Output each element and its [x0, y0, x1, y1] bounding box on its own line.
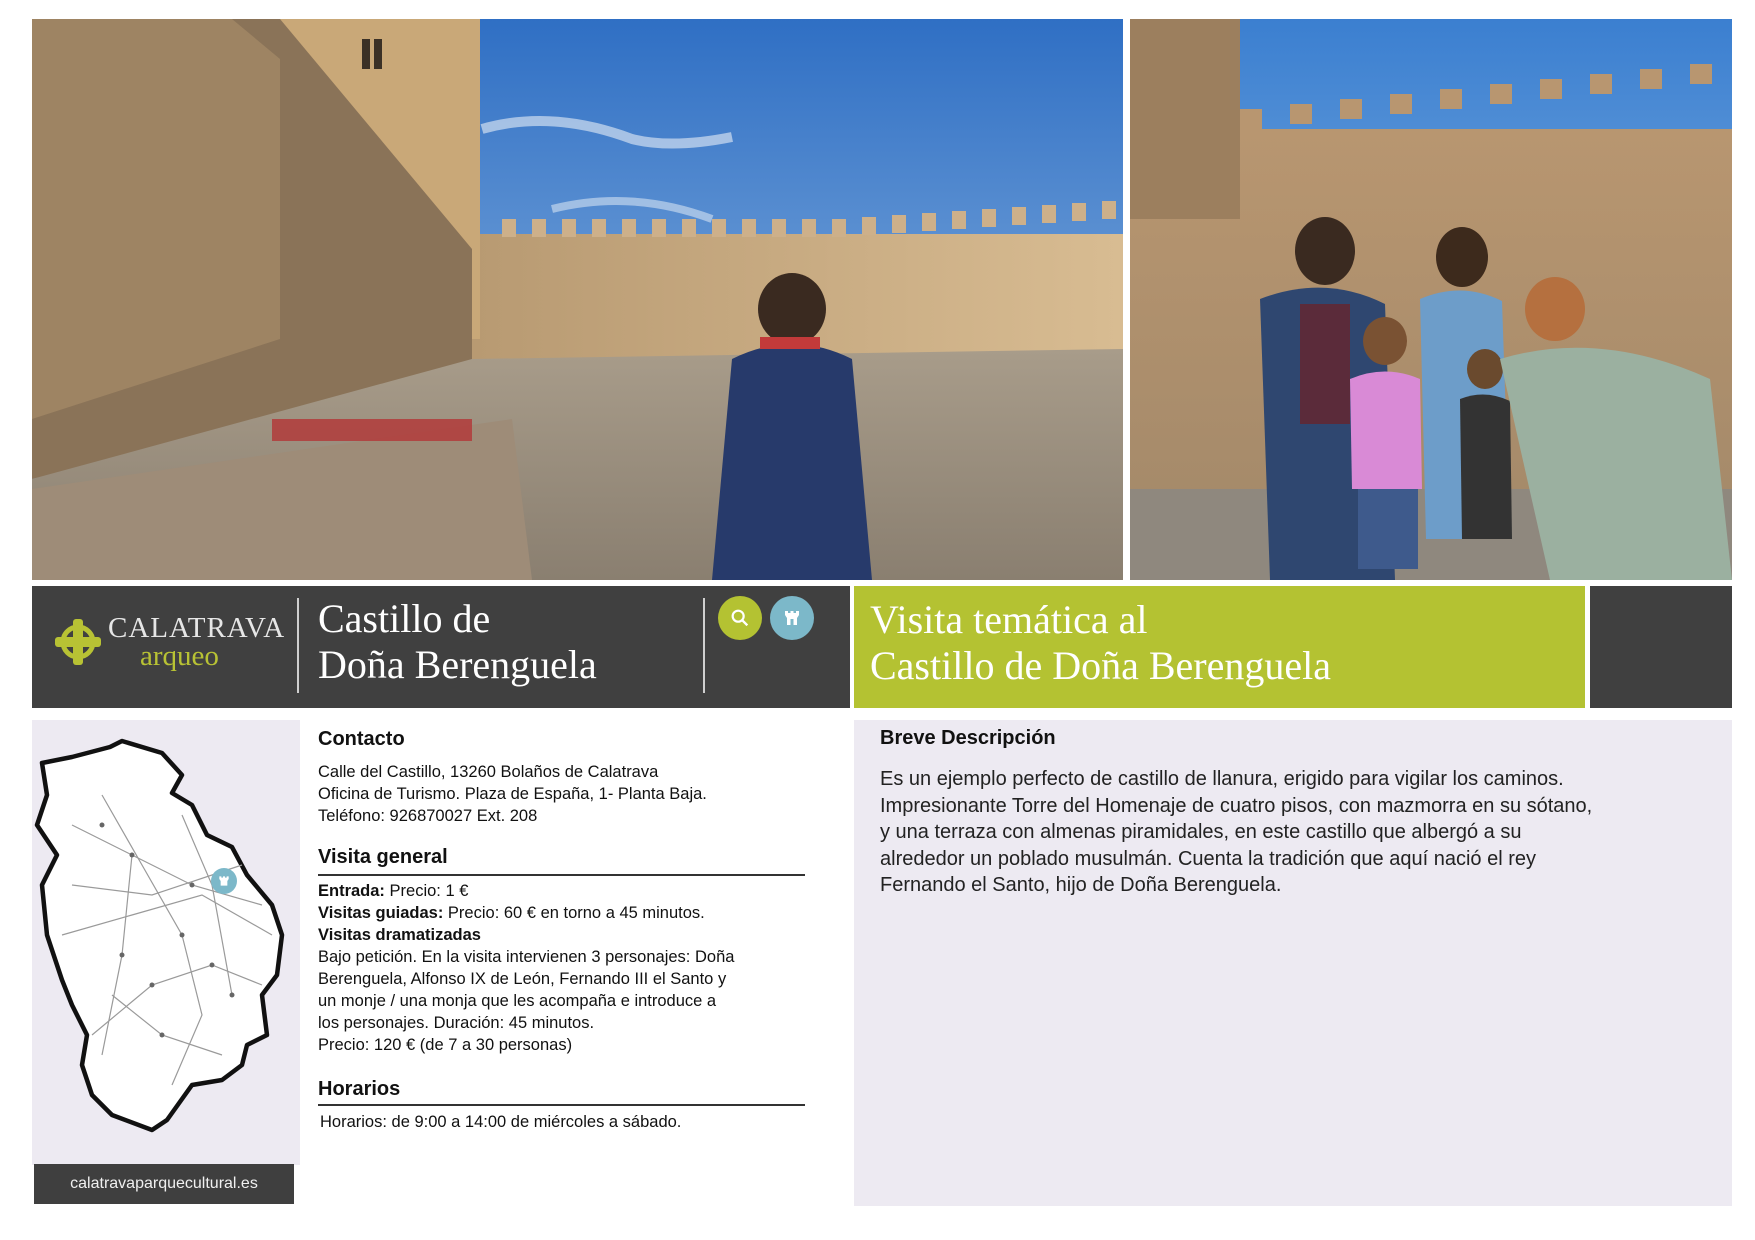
site-title-line2: Doña Berenguela: [318, 642, 597, 687]
visita-general-block: [318, 880, 808, 1056]
visit-title: [870, 597, 1331, 689]
logo-line1: CALATRAVA: [108, 612, 286, 644]
visita-general-title: Visita general: [318, 846, 448, 868]
horarios-title: Horarios: [318, 1078, 401, 1100]
contacto-office: Oficina de Turismo. Plaza de España, 1- Planta Baja.: [318, 785, 707, 803]
horarios-rule: [318, 1104, 805, 1106]
logo-line2: arqueo: [140, 640, 219, 672]
website-link[interactable]: calatravaparquecultural.es: [34, 1164, 294, 1204]
contacto-phone: Teléfono: 926870027 Ext. 208: [318, 807, 538, 825]
dramatizadas-line3: un monje / una monja que les acompaña e introduce a: [318, 992, 717, 1010]
family-guided-visit-photo: [1130, 19, 1732, 580]
calatrava-logo: [54, 617, 102, 667]
header-divider-2: [703, 598, 705, 693]
entrada-value: Precio: 1 €: [384, 882, 469, 900]
dramatizadas-line4: los personajes. Duración: 45 minutos.: [318, 1014, 595, 1032]
dramatizadas-label: Visitas dramatizadas: [318, 926, 481, 944]
search-icon[interactable]: [718, 596, 762, 640]
descripcion-line4: alrededor un poblado musulmán. Cuenta la tradición que aquí nació el rey: [880, 847, 1536, 870]
castle-marker-icon[interactable]: [770, 596, 814, 640]
descripcion-line2: Impresionante Torre del Homenaje de cuatro pisos, con mazmorra en su sótano,: [880, 794, 1593, 817]
header-divider-1: [297, 598, 299, 693]
contacto-address: Calle del Castillo, 13260 Bolaños de Calatrava: [318, 763, 659, 781]
entrada-label: Entrada:: [318, 882, 385, 900]
visit-title-line2: Castillo de Doña Berenguela: [870, 643, 1331, 688]
descripcion-line5: Fernando el Santo, hijo de Doña Berenguela.: [880, 874, 1282, 896]
map-location-marker-icon: [211, 868, 237, 894]
dramatizadas-line5: Precio: 120 € (de 7 a 30 personas): [318, 1036, 573, 1054]
visit-title-line1: Visita temática al: [870, 597, 1148, 642]
descripcion-line3: y una terraza con almenas piramidales, en este castillo que albergó a su: [880, 821, 1522, 843]
guiadas-value: Precio: 60 € en torno a 45 minutos.: [443, 904, 705, 922]
guiadas-label: Visitas guiadas:: [318, 904, 444, 922]
visita-general-rule: [318, 874, 805, 876]
site-title-line1: Castillo de: [318, 596, 491, 641]
site-title: [318, 596, 597, 688]
descripcion-body: [880, 766, 1720, 899]
region-map: [32, 735, 300, 1135]
castle-courtyard-photo: [32, 19, 1123, 580]
contacto-block: [318, 761, 707, 827]
contacto-title: Contacto: [318, 728, 405, 750]
descripcion-line1: Es un ejemplo perfecto de castillo de llanura, erigido para vigilar los caminos.: [880, 768, 1564, 790]
header-band-right: [1590, 586, 1732, 708]
dramatizadas-line1: Bajo petición. En la visita intervienen 3 personajes: Doña: [318, 948, 735, 966]
descripcion-title: Breve Descripción: [880, 727, 1056, 749]
calatrava-cross-icon: [54, 617, 102, 667]
horarios-text: Horarios: de 9:00 a 14:00 de miércoles a sábado.: [320, 1113, 682, 1131]
dramatizadas-line2: Berenguela, Alfonso IX de León, Fernando III el Santo y: [318, 970, 727, 988]
